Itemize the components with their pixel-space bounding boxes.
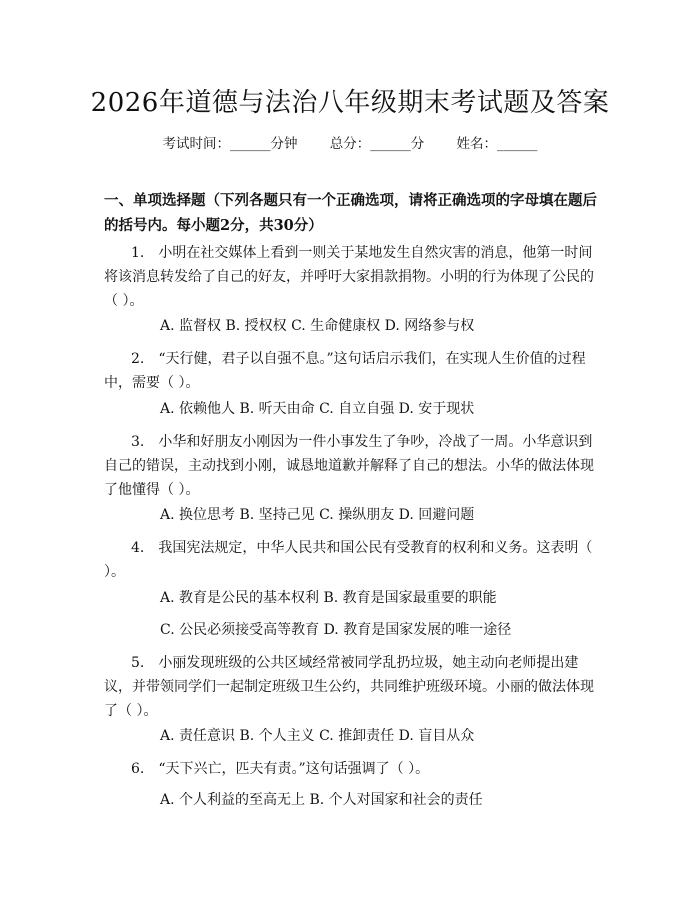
exam-meta bbox=[0, 132, 700, 152]
total-score-field: 总分：______分 bbox=[329, 136, 425, 152]
question-5-options: A. 责任意识 B. 个人主义 C. 推卸责任 D. 盲目从众 bbox=[160, 728, 475, 744]
question-3-options: A. 换位思考 B. 坚持己见 C. 操纵朋友 D. 回避问题 bbox=[160, 507, 475, 523]
question-2-options: A. 依赖他人 B. 听天由命 C. 自立自强 D. 安于现状 bbox=[160, 401, 475, 417]
question-4-option-row-2: C. 公民必须接受高等教育 D. 教育是国家发展的唯一途径 bbox=[160, 622, 512, 638]
page-title: 2026年道德与法治八年级期末考试题及答案 bbox=[90, 88, 610, 118]
student-name-field: 姓名：______ bbox=[456, 136, 538, 152]
question-6-stem: 6. “天下兴亡，匹夫有责。”这句话强调了（ ）。 bbox=[131, 761, 430, 777]
question-6-options: A. 个人利益的至高无上 B. 个人对国家和社会的责任 bbox=[160, 792, 483, 808]
question-4-stem: 4. 我国宪法规定，中华人民共和国公民有受教育的权利和义务。这表明（ ）。 bbox=[104, 540, 593, 580]
section-heading: 一、单项选择题（下列各题只有一个正确选项，请将正确选项的字母填在题后的括号内。每小题2分，共30分） bbox=[104, 192, 597, 234]
exam-time-field: 考试时间：______分钟 bbox=[162, 136, 298, 152]
question-2-stem: 2. “天行健，君子以自强不息。”这句话启示我们，在实现人生价值的过程中，需要（ ）。 bbox=[104, 351, 586, 391]
question-3-stem: 3. 小华和好朋友小刚因为一件小事发生了争吵，冷战了一周。小华意识到自己的错误，主动找到小刚，诚恳地道歉并解释了自己的想法。小华的做法体现了他懂得（ ）。 bbox=[104, 434, 594, 498]
question-1-options: A. 监督权 B. 授权权 C. 生命健康权 D. 网络参与权 bbox=[160, 318, 475, 334]
question-4-option-row-1: A. 教育是公民的基本权利 B. 教育是国家最重要的职能 bbox=[160, 590, 497, 606]
question-1-stem: 1. 小明在社交媒体上看到一则关于某地发生自然灾害的消息，他第一时间将该消息转发给了自己的好友，并呼吁大家捐款捐物。小明的行为体现了公民的（ ）。 bbox=[104, 245, 594, 309]
question-5-stem: 5. 小丽发现班级的公共区域经常被同学乱扔垃圾，她主动向老师提出建议，并带领同学们一起制定班级卫生公约，共同维护班级环境。小丽的做法体现了（ ）。 bbox=[104, 655, 594, 719]
